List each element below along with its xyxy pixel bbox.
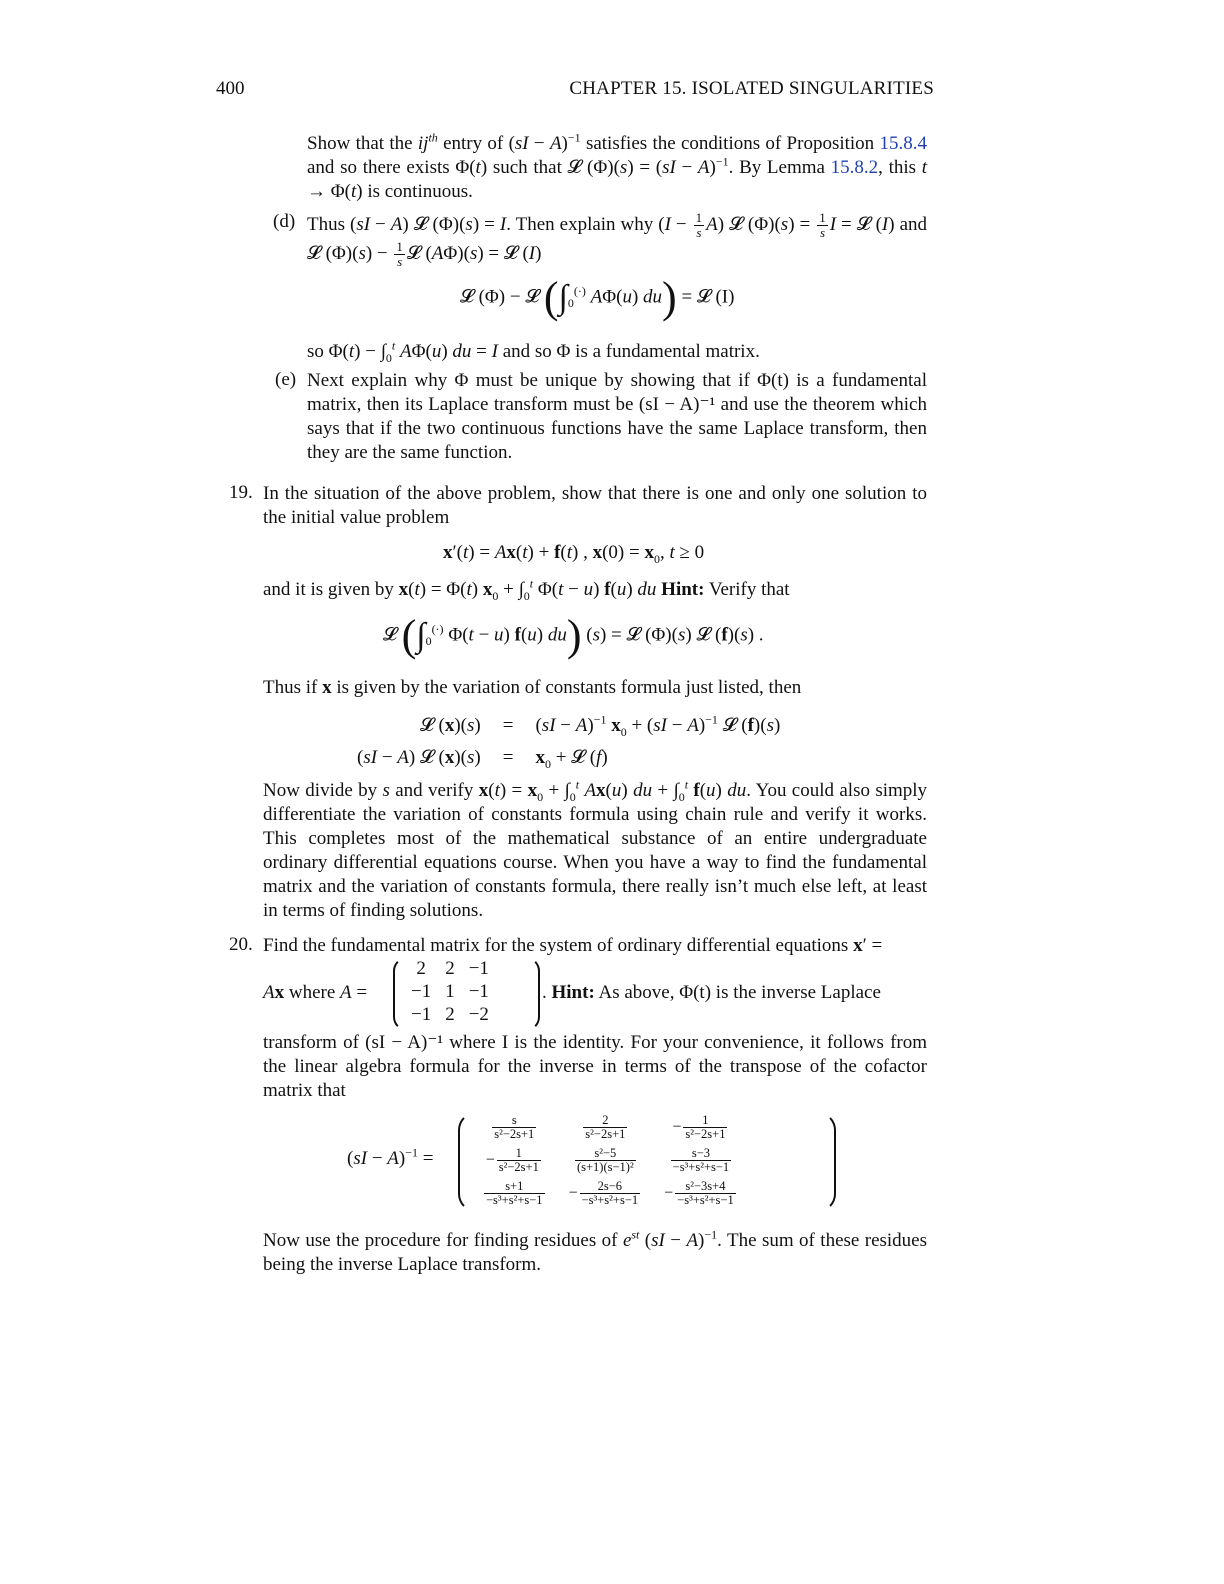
fraction-numerator: 1 xyxy=(683,1114,727,1128)
inverse-fraction xyxy=(675,1180,736,1207)
fraction-numerator: s²−3s+4 xyxy=(675,1180,736,1194)
fraction-numerator: 2s−6 xyxy=(580,1180,641,1194)
inverse-row xyxy=(472,1178,748,1209)
fraction-denominator: s²−2s+1 xyxy=(685,1127,726,1141)
inverse-cell xyxy=(559,1145,653,1176)
fraction-denominator: s²−2s+1 xyxy=(498,1160,539,1174)
matrix-a-row xyxy=(404,1003,496,1026)
problem-19-label: 19. xyxy=(229,482,253,503)
inverse-sign: − xyxy=(664,1184,674,1202)
inverse-cell xyxy=(654,1178,748,1209)
inverse-fraction xyxy=(683,1114,727,1141)
matrix-a-row xyxy=(404,957,496,980)
fraction-numerator: s²−5 xyxy=(575,1147,636,1161)
page-number: 400 xyxy=(216,78,245,99)
inverse-cell xyxy=(559,1112,653,1143)
equation-d: 𝓛 (Φ) − 𝓛 ($\int_0^{(\cdot)}$ AΦ(u) du) = 𝓛 (I) xyxy=(460,273,735,322)
matrix-a-cell: 1 xyxy=(445,981,455,1002)
inverse-row xyxy=(472,1145,748,1176)
inverse-right-bracket xyxy=(818,1112,836,1212)
inverse-fraction xyxy=(497,1147,541,1174)
matrix-a-cell: −1 xyxy=(468,981,489,1002)
problem-20-label: 20. xyxy=(229,934,253,955)
inverse-fraction xyxy=(484,1180,545,1207)
inverse-matrix xyxy=(470,1110,750,1211)
matrix-a-row xyxy=(404,980,496,1003)
fraction-numerator: s−3 xyxy=(671,1147,732,1161)
inverse-cell xyxy=(472,1145,557,1176)
inverse-cell xyxy=(654,1112,748,1143)
equation-array: 𝓛 (x)(s) = (sI − A)$^{-1}$ $x_0 + (sI - A)^{-1}$ 𝓛 (f)(s) (sI − A) 𝓛 (x)(s) = $x_0$ + 𝓛 (f) xyxy=(357,712,781,771)
inverse-sign: − xyxy=(568,1184,578,1202)
fraction-denominator: −s³+s²+s−1 xyxy=(677,1193,734,1207)
inverse-lhs: (sI − A)$^{-1}$ = xyxy=(347,1145,434,1169)
part-e-label: (e) xyxy=(275,369,297,390)
part-d-conclusion: so $\Phi(t) - \int_0^t$ AΦ(u) du = I and so Φ is a fundamental matrix. xyxy=(307,338,760,365)
fraction-numerator: 2 xyxy=(583,1114,627,1128)
fraction-numerator: 1 xyxy=(497,1147,541,1161)
proposition-link[interactable]: 15.8.4 xyxy=(879,133,927,154)
inverse-cell xyxy=(472,1178,557,1209)
matrix-a xyxy=(404,957,496,1026)
inverse-cell xyxy=(559,1178,653,1209)
fraction-denominator: s²−2s+1 xyxy=(494,1127,535,1141)
lemma-link[interactable]: 15.8.2 xyxy=(830,157,879,178)
fraction-denominator: (s+1)(s−1)² xyxy=(576,1160,634,1174)
part-c-continuation: Show that the $ij^{th}$ entry of (sI − A)$^{-1}$ satisfies the conditions of Proposition 15.8.4 and so there exists Φ(t) such that 𝓛 (Φ)(s) = (sI − A)$^{-1}$. By Lemma 15.8.2, this t → Φ(t) is continuous. xyxy=(307,130,927,202)
problem-20-transform: transform of (sI − A)⁻¹ where I is the identity. For your convenience, it follows from the linear algebra formula for the inverse in terms of the transpose of the cofactor matrix that xyxy=(263,1032,927,1101)
chapter-header: CHAPTER 15. ISOLATED SINGULARITIES xyxy=(569,78,934,99)
matrix-a-cell: 2 xyxy=(445,1004,455,1025)
inverse-cell xyxy=(472,1112,557,1143)
problem-19-thus: Thus if x is given by the variation of constants formula just listed, then xyxy=(263,677,802,698)
fraction-denominator: −s³+s²+s−1 xyxy=(581,1193,639,1207)
problem-20-closing: Now use the procedure for finding residues of $e^{st}$ (sI − A)$^{-1}$. The sum of these residues being the inverse Laplace transform. xyxy=(263,1227,928,1275)
matrix-right-bracket xyxy=(524,957,540,1031)
inverse-sign: − xyxy=(485,1151,495,1169)
matrix-a-cell: −1 xyxy=(411,981,432,1002)
part-e-text: Next explain why Φ must be unique by showing that if Φ(t) is a fundamental matrix, then its Laplace transform must be (sI − A)⁻¹ and use the theorem which says that if the two continuous functions have the same Laplace transform, then they are the same function. xyxy=(307,370,927,463)
fraction-numerator: s+1 xyxy=(484,1180,545,1194)
fraction-numerator: s xyxy=(492,1114,536,1128)
matrix-a-cell: 2 xyxy=(416,958,426,979)
problem-19-solution: and it is given by x(t) = Φ(t) $x_0 + \int_0^t$ Φ(t − u) f(u) du Hint: Verify that xyxy=(263,576,790,603)
matrix-a-cell: −1 xyxy=(468,958,489,979)
matrix-a-cell: −1 xyxy=(411,1004,432,1025)
ivp-equation: x′(t) = Ax(t) + f(t) , $x(0) = x_0$, t ≥ 0 xyxy=(443,542,705,566)
matrix-a-cell: 2 xyxy=(445,958,455,979)
fraction-denominator: −s³+s²+s−1 xyxy=(672,1160,730,1174)
part-d-text: Thus (sI − A) 𝓛 (Φ)(s) = I. Then explain why (I − $\frac{1}{s}$ A) 𝓛 (Φ)(s) = $\frac{1}{s}$ I = 𝓛 (I) and 𝓛 (Φ)(s) − $\frac{1}{s}$ 𝓛 (AΦ)(s) = 𝓛 (I) xyxy=(307,210,928,269)
inverse-fraction xyxy=(671,1147,732,1174)
fraction-denominator: −s³+s²+s−1 xyxy=(486,1193,543,1207)
verify-equation: 𝓛 ($\int_0^{(\cdot)}$ Φ(t − u) f(u) du) (s) = 𝓛 (Φ)(s) 𝓛 (f)(s) . xyxy=(383,611,764,660)
inverse-row xyxy=(472,1112,748,1143)
problem-20-intro: Find the fundamental matrix for the system of ordinary differential equations x′ = xyxy=(263,935,883,956)
problem-19-conclusion: Now divide by s and verify $x(t) = x_0 + \int_0^t$ Ax(u) du + $\int_0^t$ f(u) du. You could also simply differentiate the variation of constants formula using chain rule and verify it works. This completes most of the mathematical substance of an entire undergraduate ordinary differential equations course. When you have a way to find the fundamental matrix and the variation of constants formula, there really isn’t much else left, at least in terms of finding solutions. xyxy=(263,777,928,921)
part-d-label: (d) xyxy=(273,211,296,232)
fraction-denominator: s²−2s+1 xyxy=(585,1127,626,1141)
problem-19-intro: In the situation of the above problem, show that there is one and only one solution to the initial value problem xyxy=(263,483,927,528)
problem-20-hint: . Hint: As above, Φ(t) is the inverse Laplace xyxy=(542,982,881,1003)
matrix-a-cell: −2 xyxy=(468,1004,489,1025)
inverse-cell xyxy=(654,1145,748,1176)
inverse-fraction xyxy=(575,1147,636,1174)
inverse-fraction xyxy=(583,1114,627,1141)
inverse-fraction xyxy=(492,1114,536,1141)
inverse-sign: − xyxy=(672,1118,682,1136)
problem-20-ax: Ax where A = xyxy=(263,982,368,1003)
inverse-fraction xyxy=(580,1180,641,1207)
